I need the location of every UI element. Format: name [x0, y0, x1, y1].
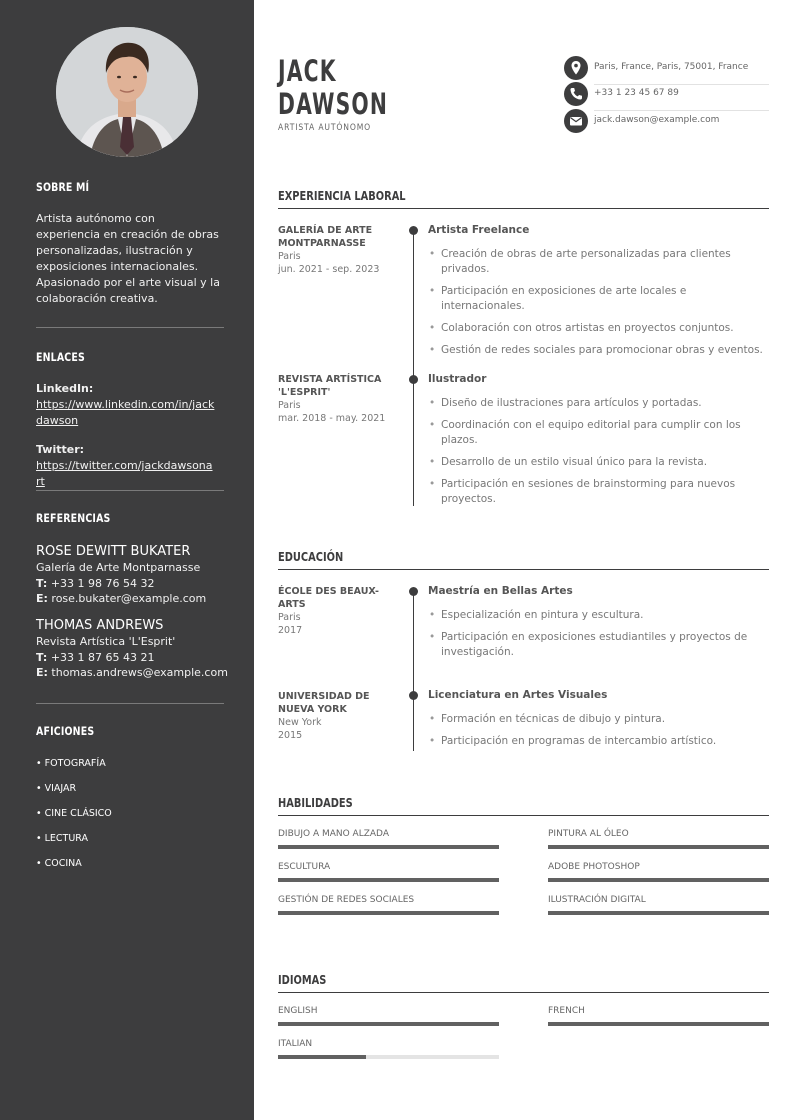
- sidebar-divider: [36, 703, 224, 704]
- org-location: Paris: [278, 612, 301, 623]
- degree-bullets: [428, 712, 773, 756]
- skill-bar-fill: [548, 878, 769, 882]
- mail-icon: [564, 109, 588, 133]
- email-label: E:: [36, 592, 48, 605]
- skill-name: ILUSTRACIÓN DIGITAL: [548, 895, 646, 905]
- org-name: REVISTA ARTÍSTICA 'L'ESPRIT': [278, 374, 382, 398]
- reference-email[interactable]: rose.bukater@example.com: [51, 592, 207, 605]
- list-item: • Participación en exposiciones estudiantiles y proyectos de investigación.: [428, 630, 773, 660]
- reference-name: THOMAS ANDREWS: [36, 618, 164, 633]
- skill-bar: [548, 878, 769, 882]
- role-bullets: [428, 247, 773, 365]
- hobby-item: • VIAJAR: [36, 783, 77, 794]
- list-item: • Gestión de redes sociales para promocionar obras y eventos.: [428, 343, 773, 358]
- language-item: [278, 1006, 499, 1016]
- timeline-line: [413, 230, 414, 506]
- skill-bar-fill: [278, 878, 499, 882]
- skill-item: [548, 862, 769, 872]
- reference-phone: +33 1 87 65 43 21: [50, 650, 155, 664]
- skill-item: [278, 895, 499, 905]
- reference-phone-line: [36, 576, 236, 592]
- language-bar-fill: [548, 1022, 769, 1026]
- skill-name: PINTURA AL ÓLEO: [548, 829, 629, 839]
- last-name: DAWSON: [278, 87, 389, 121]
- phone-icon: [564, 82, 588, 106]
- twitter-label: Twitter:: [36, 443, 85, 456]
- org-dates: mar. 2018 - may. 2021: [278, 413, 386, 424]
- skill-bar-fill: [278, 845, 499, 849]
- experience-org: [278, 224, 398, 276]
- education-org: [278, 585, 388, 637]
- profile-photo-illustration: [56, 27, 198, 157]
- degree-bullets: [428, 608, 773, 667]
- address-text: Paris, France, Paris, 75001, France: [594, 62, 749, 72]
- section-rule: [278, 208, 769, 209]
- language-name: ENGLISH: [278, 1006, 318, 1016]
- skill-name: ESCULTURA: [278, 862, 331, 872]
- role-title: Artista Freelance: [428, 224, 530, 236]
- language-bar-fill: [278, 1022, 499, 1026]
- skill-item: [548, 829, 769, 839]
- reference-phone: +33 1 98 76 54 32: [50, 576, 155, 590]
- role-title: Ilustrador: [428, 373, 487, 385]
- list-item: • Participación en exposiciones de arte locales e internacionales.: [428, 284, 773, 314]
- org-dates: jun. 2021 - sep. 2023: [278, 264, 380, 275]
- twitter-link[interactable]: https://twitter.com/jackdawsonart: [36, 459, 213, 488]
- skill-name: ADOBE PHOTOSHOP: [548, 862, 640, 872]
- list-item: • Formación en técnicas de dibujo y pintura.: [428, 712, 773, 727]
- email-label: E:: [36, 666, 48, 679]
- list-item: • Participación en sesiones de brainstorming para nuevos proyectos.: [428, 477, 773, 507]
- list-item: • Participación en programas de intercambio artístico.: [428, 734, 773, 749]
- language-bar-fill: [278, 1055, 366, 1059]
- reference-org: Revista Artística 'L'Esprit': [36, 635, 176, 648]
- hobby-item: • COCINA: [36, 858, 82, 869]
- skills-title: HABILIDADES: [278, 796, 353, 810]
- list-item: • Coordinación con el equipo editorial para cumplir con los plazos.: [428, 418, 773, 448]
- reference-email-line: [36, 591, 236, 607]
- reference-email[interactable]: thomas.andrews@example.com: [51, 666, 228, 679]
- org-location: New York: [278, 717, 322, 728]
- timeline-dot: [409, 691, 418, 700]
- skill-item: [278, 862, 499, 872]
- reference-1: [36, 543, 236, 607]
- degree-title: Maestría en Bellas Artes: [428, 585, 573, 597]
- org-name: GALERÍA DE ARTE MONTPARNASSE: [278, 225, 373, 249]
- timeline-dot: [409, 375, 418, 384]
- hobby-item: • FOTOGRAFÍA: [36, 758, 106, 769]
- reference-name: ROSE DEWITT BUKATER: [36, 544, 191, 559]
- language-bar: [548, 1022, 769, 1026]
- skill-bar: [278, 878, 499, 882]
- language-name: ITALIAN: [278, 1039, 313, 1049]
- degree-title: Licenciatura en Artes Visuales: [428, 689, 608, 701]
- reference-org: Galería de Arte Montparnasse: [36, 561, 201, 574]
- section-rule: [278, 569, 769, 570]
- sidebar-divider: [36, 327, 224, 328]
- email-text[interactable]: jack.dawson@example.com: [594, 115, 720, 125]
- phone-text: +33 1 23 45 67 89: [594, 88, 679, 98]
- contact-address: [564, 56, 769, 80]
- languages-title: IDIOMAS: [278, 973, 327, 987]
- timeline-dot: [409, 587, 418, 596]
- skill-item: [278, 829, 499, 839]
- org-name: ÉCOLE DES BEAUX-ARTS: [278, 586, 379, 610]
- language-bar: [278, 1022, 499, 1026]
- linkedin-label: LinkedIn:: [36, 382, 94, 395]
- hobby-item: • LECTURA: [36, 833, 89, 844]
- job-title: ARTISTA AUTÓNOMO: [278, 123, 372, 133]
- reference-phone-line: [36, 650, 246, 666]
- reference-email-line: [36, 665, 246, 681]
- language-item: [548, 1006, 769, 1016]
- skill-bar: [278, 911, 499, 915]
- list-item: • Diseño de ilustraciones para artículos y portadas.: [428, 396, 773, 411]
- org-location: Paris: [278, 251, 301, 262]
- phone-label: T:: [36, 576, 48, 590]
- references-title: REFERENCIAS: [36, 511, 111, 525]
- education-title: EDUCACIÓN: [278, 550, 344, 564]
- about-text: Artista autónomo con experiencia en creación de obras personalizadas, ilustración y exposiciones internacionales. Apasionado por el arte visual y la colaboración creativa.: [36, 212, 220, 305]
- sidebar: [0, 0, 254, 1120]
- links-title: ENLACES: [36, 350, 85, 364]
- contact-phone: [564, 82, 769, 106]
- org-dates: 2015: [278, 730, 303, 741]
- language-item: [278, 1039, 499, 1049]
- org-name: UNIVERSIDAD DE NUEVA YORK: [278, 691, 370, 715]
- skill-bar-fill: [548, 911, 769, 915]
- first-name: JACK: [278, 54, 337, 88]
- org-location: Paris: [278, 400, 301, 411]
- org-dates: 2017: [278, 625, 303, 636]
- section-rule: [278, 992, 769, 993]
- education-org: [278, 690, 388, 742]
- skill-name: DIBUJO A MANO ALZADA: [278, 829, 389, 839]
- timeline-line: [413, 591, 414, 751]
- skill-bar-fill: [278, 911, 499, 915]
- language-name: FRENCH: [548, 1006, 585, 1016]
- skill-name: GESTIÓN DE REDES SOCIALES: [278, 895, 415, 905]
- timeline-dot: [409, 226, 418, 235]
- skill-item: [548, 895, 769, 905]
- skill-bar-fill: [548, 845, 769, 849]
- skill-bar: [278, 845, 499, 849]
- about-title: SOBRE MÍ: [36, 180, 90, 194]
- language-bar: [278, 1055, 499, 1059]
- list-item: • Especialización en pintura y escultura.: [428, 608, 773, 623]
- links-list: [36, 381, 216, 490]
- hobbies-title: AFICIONES: [36, 724, 95, 738]
- location-pin-icon: [564, 56, 588, 80]
- linkedin-link[interactable]: https://www.linkedin.com/in/jackdawson: [36, 398, 215, 427]
- sidebar-divider: [36, 490, 224, 491]
- phone-label: T:: [36, 650, 48, 664]
- skill-bar: [548, 845, 769, 849]
- profile-photo: [56, 27, 198, 157]
- experience-title: EXPERIENCIA LABORAL: [278, 189, 406, 203]
- list-item: • Desarrollo de un estilo visual único para la revista.: [428, 455, 773, 470]
- contact-email: [564, 109, 769, 133]
- role-bullets: [428, 396, 773, 514]
- list-item: • Colaboración con otros artistas en proyectos conjuntos.: [428, 321, 773, 336]
- skill-bar: [548, 911, 769, 915]
- experience-org: [278, 373, 398, 425]
- reference-2: [36, 617, 246, 681]
- hobby-item: • CINE CLÁSICO: [36, 808, 112, 819]
- section-rule: [278, 815, 769, 816]
- list-item: • Creación de obras de arte personalizadas para clientes privados.: [428, 247, 773, 277]
